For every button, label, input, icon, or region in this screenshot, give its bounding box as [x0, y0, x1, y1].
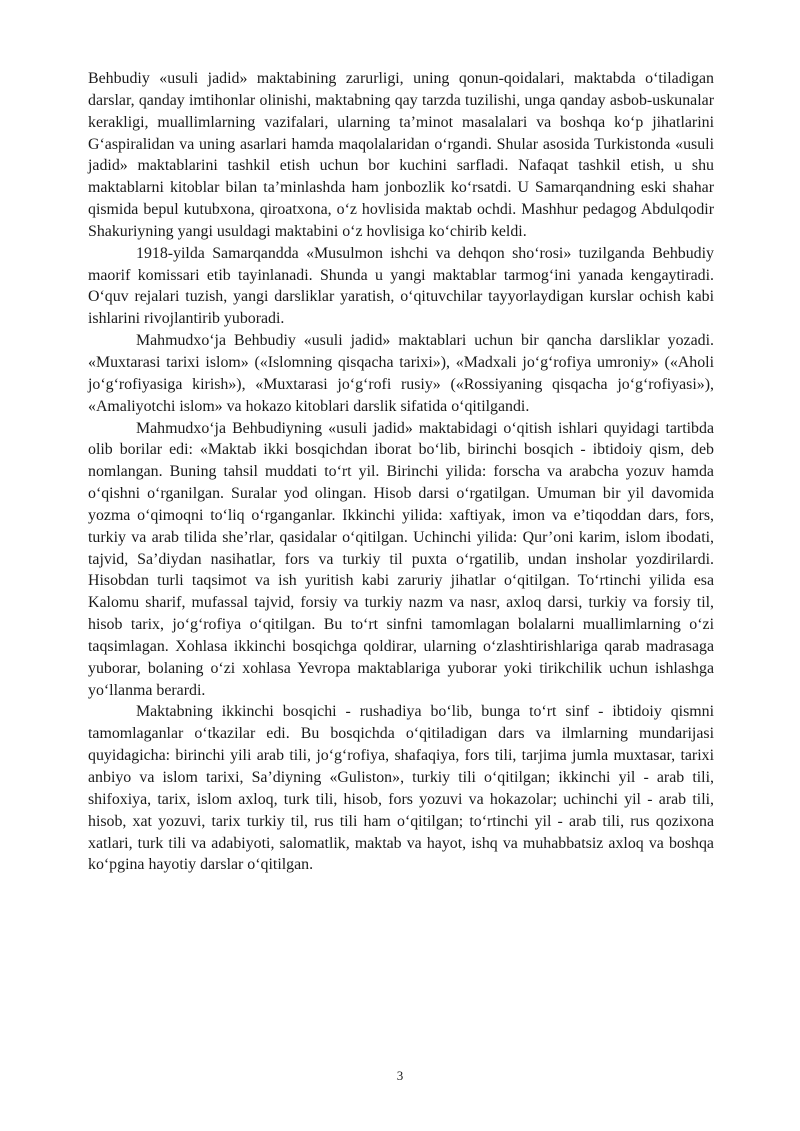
paragraph: Mahmudxo‘ja Behbudiy «usuli jadid» maktablari uchun bir qancha darsliklar yozadi. «Muxtarasi tarixi islom» («Islomning qisqacha tarixi»), «Madxali jo‘g‘rofiya umroniy» («Aholi jo‘g‘rofiyasiga kirish»), «Muxtarasi jo‘g‘rofi rusiy» («Rossiyaning qisqacha jo‘g‘rofiyasi»), «Amaliyotchi islom» va hokazo kitoblari darslik sifatida o‘qitilgandi.	[88, 332, 714, 415]
body-text	[88, 68, 714, 876]
paragraph: Mahmudxo‘ja Behbudiyning «usuli jadid» maktabidagi o‘qitish ishlari quyidagi tartibda olib borilar edi: «Maktab ikki bosqichdan iborat bo‘lib, birinchi bosqich - ibtidoiy qism, deb nomlangan. Buning tahsil muddati to‘rt yil. Birinchi yilida: forscha va arabcha yozuv hamda o‘qishni o‘rganilgan. Suralar yod olingan. Hisob darsi o‘rgatilgan. Umuman bir yil davomida yozma o‘qimoqni to‘liq o‘rganganlar. Ikkinchi yilida: xaftiyak, imon va e’tiqoddan dars, fors, turkiy va arab tilida she’rlar, qasidalar o‘qitilgan. Uchinchi yilida: Qur’oni karim, islom ibodati, tajvid, Sa’diydan nasihatlar, fors va turkiy til puxta o‘rgatilib, undan insholar yozdirilardi. Hisobdan turli taqsimot va ish yuritish kabi zaruriy jihatlar o‘qitilgan. To‘rtinchi yilida esa Kalomu sharif, mufassal tajvid, forsiy va turkiy nazm va nasr, axloq darsi, turkiy va forsiy til, hisob tarix, jo‘g‘rofiya o‘qitilgan. Bu to‘rt sinfni tamomlagan bolalarni muallimlarning o‘zi taqsimlagan. Xohlasa ikkinchi bosqichga qoldirar, ularning o‘zlashtirishlariga qarab madrasaga yuborar, bolaning o‘zi xohlasa Yevropa maktablariga yuborar yoki tirikchilik uchun ishlashga yo‘llanma berardi.	[88, 419, 714, 699]
paragraph: 1918-yilda Samarqandda «Musulmon ishchi va dehqon sho‘rosi» tuzilganda Behbudiy maorif komissari etib tayinlanadi. Shunda u yangi maktablar tarmog‘ini yanada kengaytiradi. O‘quv rejalari tuzish, yangi darsliklar yaratish, o‘qituvchilar tayyorlaydigan kurslar ochish kabi ishlarini rivojlantirib yuboradi.	[88, 244, 714, 328]
page-number: 3	[396, 1068, 404, 1083]
paragraph: Behbudiy «usuli jadid» maktabining zarurligi, uning qonun-qoidalari, maktabda o‘tiladigan darslar, qanday imtihonlar olinishi, maktabning qay tarzda tuzilishi, unga qanday asbob-uskunalar kerakligi, muallimlarning vazifalari, ularning ta’minot masalalari va boshqa ko‘p jihatlarini G‘aspiralidan va uning asarlari hamda maqolalaridan o‘rgandi. Shular asosida Turkistonda «usuli jadid» maktablarini tashkil etish uchun bor kuchini sarfladi. Nafaqat tashkil etish, u shu maktablarni kitoblar bilan ta’minlashda ham jonbozlik ko‘rsatdi. U Samarqandning eski shahar qismida bepul kutubxona, qiroatxona, o‘z hovlisida maktab ochdi. Mashhur pedagog Abdulqodir Shakuriyning yangi usuldagi maktabini o‘z hovlisiga ko‘chirib keldi.	[88, 70, 714, 240]
paragraph: Maktabning ikkinchi bosqichi - rushadiya bo‘lib, bunga to‘rt sinf - ibtidoiy qismni tamomlaganlar o‘tkazilar edi. Bu bosqichda o‘qitiladigan dars va ilmlarning mundarijasi quyidagicha: birinchi yili arab tili, jo‘g‘rofiya, shafaqiya, fors tili, tarjima jumla muxtasar, tarixi anbiyo va islom tarixi, Sa’diyning «Guliston», turkiy tili o‘qitilgan; ikkinchi yil - arab tili, shifoxiya, tarix, islom axloq, turk tili, hisob, fors yozuvi va hokazolar; uchinchi yil - arab tili, hisob, xat yozuvi, tarix turkiy til, rus tili ham o‘qitilgan; to‘rtinchi yil - arab tili, rus qozixona xatlari, turk tili va adabiyoti, salomatlik, maktab va hayot, ishq va muhabbatsiz axloq va boshqa ko‘pgina hayotiy darslar o‘qitilgan.	[88, 703, 714, 874]
